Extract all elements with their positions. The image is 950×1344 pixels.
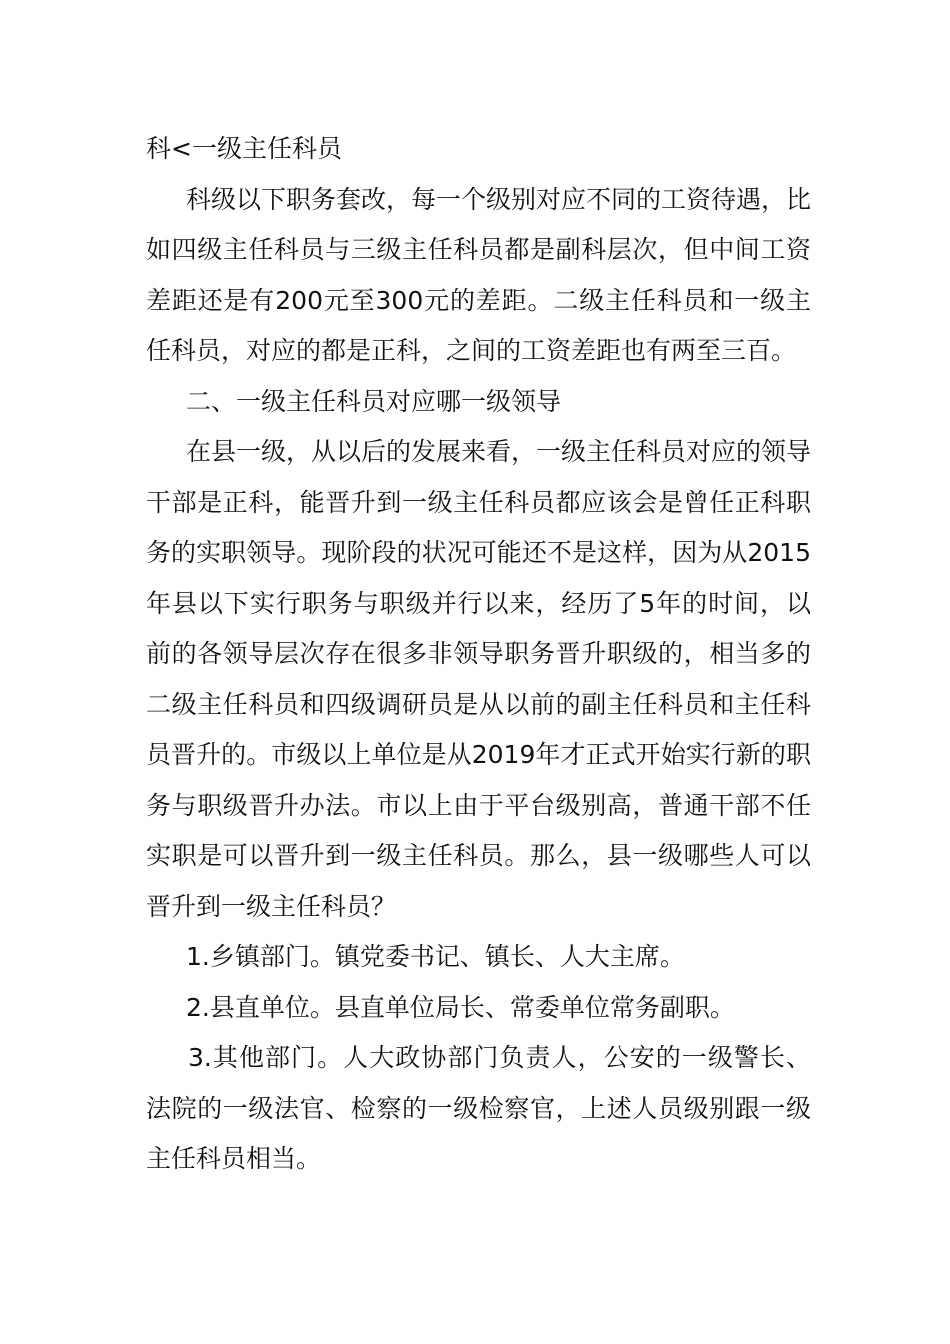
list-item-3: 3.其他部门。人大政协部门负责人，公安的一级警长、法院的一级法官、检察的一级检察官，上述人员级别跟一级主任科员相当。 [146,1043,811,1173]
list-item-1: 1.乡镇部门。镇党委书记、镇长、人大主席。 [186,942,685,971]
paragraph-continuation: 科<一级主任科员 [146,134,342,163]
document-page [146,124,811,1185]
paragraph-county-level: 在县一级，从以后的发展来看，一级主任科员对应的领导干部是正科，能晋升到一级主任科员都应该会是曾任正科职务的实职领导。现阶段的状况可能还不是这样，因为从2015年县以下实行职务与职级并行以来，经历了5年的时间，以前的各领导层次存在很多非领导职务晋升职级的，相当多的二级主任科员和四级调研员是从以前的副主任科员和主任科员晋升的。市级以上单位是从2019年才正式开始实行新的职务与职级晋升办法。市以上由于平台级别高，普通干部不任实职是可以晋升到一级主任科员。那么，县一级哪些人可以晋升到一级主任科员？ [146,437,812,921]
paragraph-salary-difference: 科级以下职务套改，每一个级别对应不同的工资待遇，比如四级主任科员与三级主任科员都是副科层次，但中间工资差距还是有200元至300元的差距。二级主任科员和一级主任科员，对应的都是正科，之间的工资差距也有两至三百。 [146,184,812,365]
section-heading-2: 二、一级主任科员对应哪一级领导 [186,386,562,416]
list-item-2: 2.县直单位。县直单位局长、常委单位常务副职。 [186,992,735,1022]
